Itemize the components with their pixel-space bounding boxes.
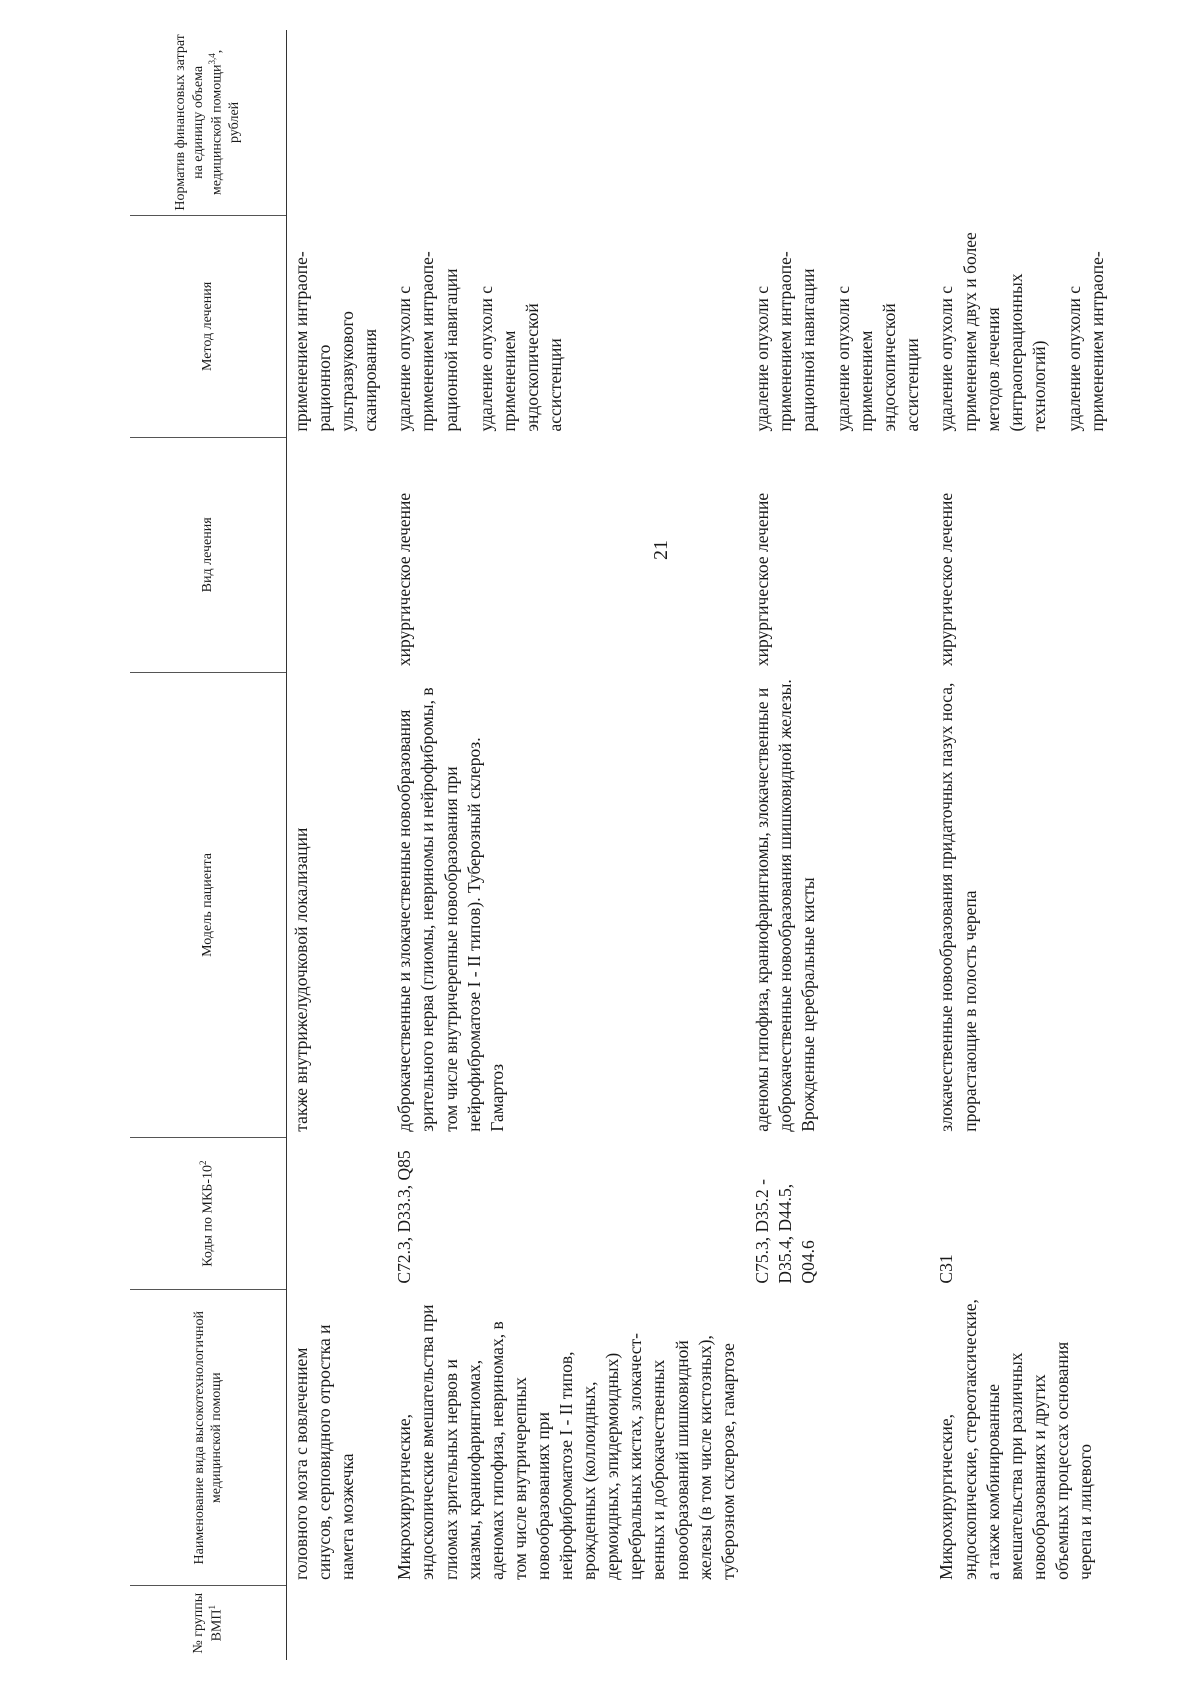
cell-vmp-name: головного мозга с вовлечением синусов, серповидного отростка и намета мозжечка: [291, 1324, 358, 1580]
vmp-table: [130, 30, 1109, 1660]
header-treatment-method: Метод лечения: [130, 215, 287, 437]
method-item: удаление опухоли с применением интраопе-рационной навигации: [394, 251, 461, 432]
method-item: удаление опухоли с применением двух и более методов лечения (интраоперационных технологий): [936, 232, 1049, 432]
cell-treatment-type: [287, 438, 383, 673]
table-row: [932, 30, 1109, 1660]
method-item: удаление опухоли с применением интраопе-: [1063, 251, 1107, 432]
header-financial-norm: [130, 30, 287, 215]
cell-financial-norm: [932, 30, 1109, 215]
cell-patient-model: также внутрижелудочковой локализации: [291, 827, 311, 1132]
cell-treatment-type: хирургическое лечение: [394, 492, 415, 667]
table-header-row: [130, 30, 287, 1660]
row-spacer: [740, 30, 748, 1660]
cell-vmp-name: Микрохирургические, эндоскопические, стереотаксические, а также комбинированные вмешательства при различных новообразованиях и других объемных процессах основания черепа и лицевого: [936, 1299, 1095, 1580]
method-item: удаление опухоли с применением интраопе-рационной навигации: [751, 251, 818, 432]
table-row: [287, 30, 383, 1660]
cell-group-number: [748, 1586, 925, 1660]
row-spacer-cell: [740, 30, 748, 1660]
cell-icd-codes: C75.3, D35.2 - D35.4, D44.5, Q04.6: [751, 1179, 818, 1284]
cell-group-number: [287, 1586, 383, 1660]
cell-treatment-method: [390, 215, 739, 437]
row-spacer-cell: [924, 30, 932, 1660]
cell-icd-codes: [287, 1138, 383, 1290]
row-spacer: [382, 30, 390, 1660]
row-spacer-cell: [382, 30, 390, 1660]
header-group-number: [130, 1586, 287, 1660]
cell-treatment-type: хирургическое лечение: [936, 492, 957, 667]
cell-financial-norm: [287, 30, 383, 215]
cell-icd-codes: C31: [936, 1254, 957, 1284]
header-financial-norm-footnote: 3,4: [207, 53, 218, 65]
header-treatment-type: Вид лечения: [130, 438, 287, 673]
cell-patient-model: доброкачественные и злокачественные новообразования зрительного нерва (глиомы, невриномы и нейрофибромы, в том числе внутричерепные новообразования при нейрофиброматозе I - II типов). Туберозный склероз. Гамартоз: [394, 687, 507, 1132]
header-financial-norm-text: Норматив финансовых затрат на единицу объема медицинской помощи: [173, 34, 225, 211]
header-icd-codes-text: Коды по МКБ-10: [201, 1165, 217, 1267]
table-row: [748, 30, 925, 1660]
header-financial-norm-suffix: , рублей: [209, 49, 243, 143]
cell-group-number: [390, 1586, 739, 1660]
cell-patient-model: аденомы гипофиза, краниофарингиомы, злокачественные и доброкачественные новообразования шишковидной железы. Врожденные церебральные кисты: [751, 679, 818, 1132]
method-item: удаление опухоли с применением эндоскопической ассистенции: [833, 285, 923, 432]
header-icd-codes-footnote: 2: [198, 1160, 209, 1165]
cell-patient-model: злокачественные новообразования придаточных пазух носа, прорастающие в полость черепа: [936, 682, 980, 1132]
cell-icd-codes: C72.3, D33.3, Q85: [394, 1150, 415, 1284]
cell-treatment-method: [932, 215, 1109, 437]
header-patient-model: Модель пациента: [130, 672, 287, 1138]
table-row: [390, 30, 739, 1660]
cell-financial-norm: [390, 30, 739, 215]
header-icd-codes: [130, 1138, 287, 1290]
cell-treatment-method: [287, 215, 383, 437]
cell-treatment-type: хирургическое лечение: [751, 492, 772, 667]
cell-vmp-name: [748, 1290, 925, 1586]
cell-financial-norm: [748, 30, 925, 215]
row-spacer: [924, 30, 932, 1660]
rotated-table-container: [130, 30, 1107, 1660]
header-vmp-name: Наименование вида высокотехнологичной медицинской помощи: [130, 1290, 287, 1586]
method-item: удаление опухоли с применением эндоскопической ассистенции: [475, 285, 565, 432]
cell-group-number: [932, 1586, 1109, 1660]
page-number: 21: [650, 540, 672, 560]
method-item: применением интраопе-рационного ультразвукового сканирования: [291, 251, 381, 432]
header-group-number-text: № группы ВМП: [190, 1592, 225, 1654]
cell-vmp-name: Микрохирургические, эндоскопические вмешательства при глиомах зрительных нервов и хиазмы, краниофарингиомах, аденомах гипофиза, невриномах, в том числе внутричерепных новообразованиях при нейрофиброматозе I - II типов, врожденных (коллоидных, дермоидных, эпидермоидных) церебральных кистах, злокачест-венных и доброкачественных новообразований шишковидной железы (в том числе кистозных), туберозном склерозе, гамартозе: [394, 1304, 738, 1580]
cell-treatment-method: [748, 215, 925, 437]
header-group-number-footnote: 1: [207, 1605, 218, 1610]
